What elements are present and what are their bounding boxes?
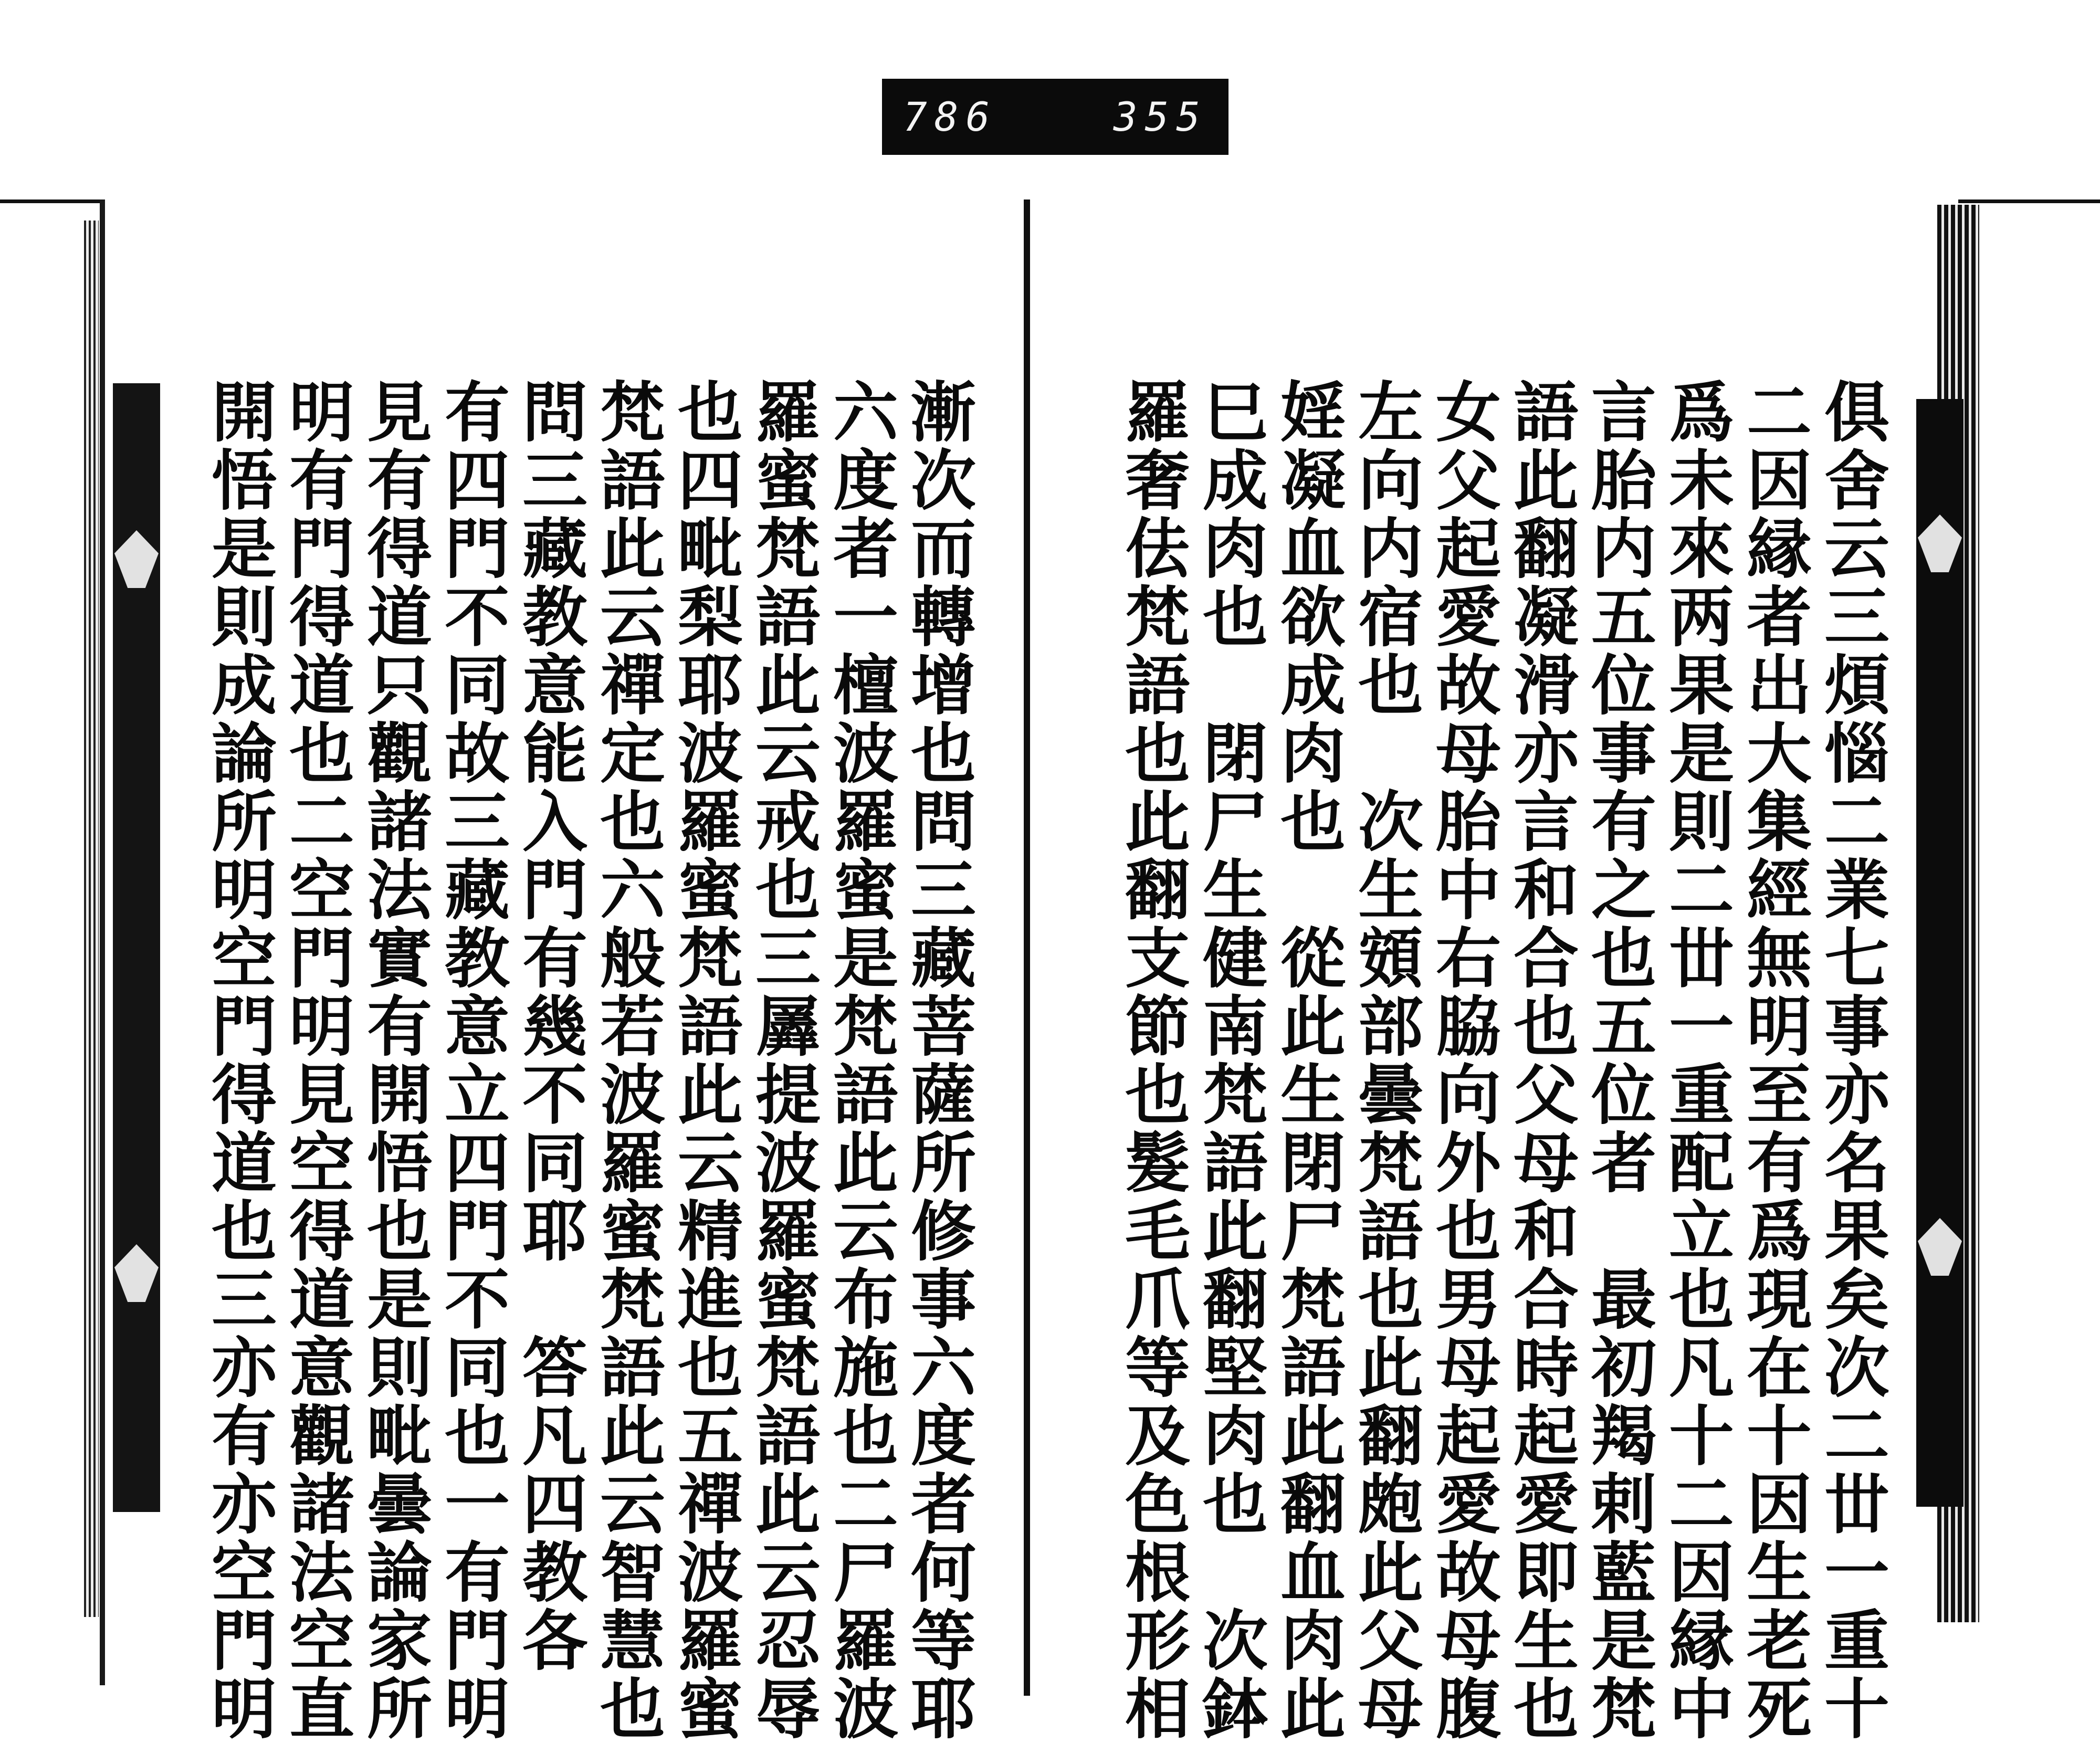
left-margin-tab: [113, 383, 160, 1512]
text-column: 問三藏教意能入門有幾不同耶 答凡四教各: [511, 378, 587, 1675]
text-column: 語此翻凝滑亦言和合也父母和合時起愛即生也: [1503, 378, 1579, 1743]
text-column: 婬凝血欲成肉也 從此生閉尸梵語此翻血肉此: [1269, 378, 1346, 1743]
book-gutter: [1024, 200, 1030, 1696]
left-book-edge: [84, 220, 99, 1617]
catalog-number-left: 786: [903, 93, 998, 140]
text-column: 左向内宿也 次生頞部曇梵語也此翻皰此父母: [1347, 378, 1423, 1743]
text-column: 羅奢佉梵語也此翻支節也髮毛爪等及色根形相: [1114, 378, 1190, 1743]
text-column: 二因縁者出大集經無明至有爲現在十因生老死: [1736, 378, 1812, 1743]
text-column: 爲未來两果是則二丗一重配立也凡十二因縁中: [1658, 378, 1734, 1743]
text-column: 梵語此云禪定也六般若波羅蜜梵語此云智慧也: [589, 378, 665, 1743]
fish-tail-mark-icon: [1918, 514, 1962, 572]
text-column: 見有得道只觀諸法實有開悟也是則毗曇論家所: [356, 378, 432, 1743]
text-column: 羅蜜梵語此云戒也三羼提波羅蜜梵語此云忍辱: [744, 378, 821, 1743]
right-margin-tab: [1916, 399, 1964, 1507]
text-column: 也四毗梨耶波羅蜜梵語此云精進也五禪波羅蜜: [667, 378, 743, 1743]
text-column: 有四門不同故三藏教意立四門不同也一有門明: [434, 378, 510, 1743]
text-column: 漸次而轉增也問三藏菩薩所修事六度者何等耶: [900, 378, 976, 1743]
text-column: 俱舍云三煩惱二業七事亦名果矣次二丗一重十: [1813, 378, 1889, 1743]
text-column: 女父起愛故母胎中右脇向外也男母起愛故母腹: [1425, 378, 1501, 1743]
text-column: 六度者一檀波羅蜜是梵語此云布施也二尸羅波: [822, 378, 898, 1743]
fish-tail-mark-icon: [114, 1244, 159, 1302]
text-column: 開悟是則成論所明空門得道也三亦有亦空門明: [201, 378, 277, 1743]
right-page-text: [1071, 378, 1890, 1743]
text-column: 明有門得道也二空門明見空得道意觀諸法空直: [278, 378, 354, 1743]
catalog-number-right: 355: [1113, 93, 1208, 140]
fish-tail-mark-icon: [1918, 1218, 1962, 1276]
text-column: 巳成肉也 閉尸生健南梵語此翻堅肉也 次鉢: [1192, 378, 1268, 1743]
fish-tail-mark-icon: [114, 530, 159, 588]
catalog-number-label: [882, 79, 1228, 155]
left-page-text: [158, 378, 976, 1743]
text-column: 言胎内五位事有之也五位者 最初羯剌藍是梵: [1580, 378, 1656, 1743]
